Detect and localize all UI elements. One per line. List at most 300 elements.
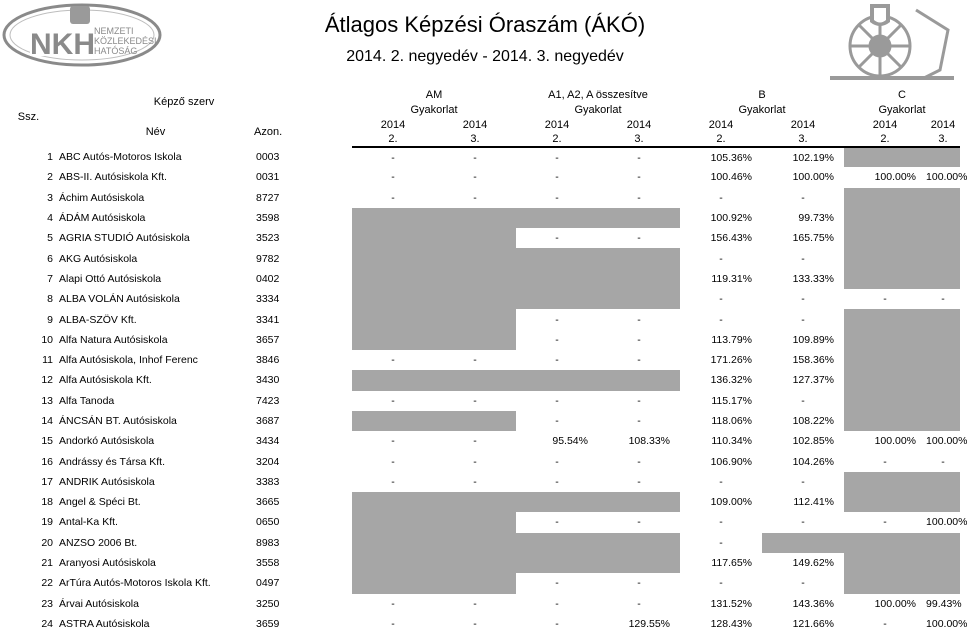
no-data-cell bbox=[352, 492, 434, 512]
value-cell: - bbox=[719, 577, 723, 590]
header-year: 2014 bbox=[708, 118, 734, 131]
no-data-cell bbox=[598, 533, 680, 553]
value-cell: - bbox=[473, 597, 477, 610]
header-sub-c: Gyakorlat bbox=[878, 103, 926, 116]
no-data-cell bbox=[844, 492, 926, 512]
value-cell: 118.06% bbox=[711, 415, 753, 427]
value-cell: - bbox=[883, 516, 887, 529]
logo-line-2: KÖZLEKEDÉSI bbox=[94, 36, 157, 46]
table-row bbox=[0, 512, 960, 532]
no-data-cell bbox=[926, 370, 960, 390]
value-cell: - bbox=[801, 191, 805, 204]
school-code: 3430 bbox=[256, 374, 280, 387]
value-cell: 102.85% bbox=[792, 435, 835, 448]
value-cell: - bbox=[391, 617, 395, 630]
school-code: 3250 bbox=[256, 597, 280, 610]
header-sub-a: Gyakorlat bbox=[574, 103, 622, 116]
school-code: 3434 bbox=[256, 435, 280, 448]
logo-mark: NKH bbox=[30, 28, 95, 61]
value-cell: 129.55% bbox=[628, 617, 671, 630]
school-code: 3657 bbox=[256, 333, 280, 346]
row-number: 8 bbox=[47, 293, 53, 306]
school-code: 3204 bbox=[256, 455, 280, 468]
value-cell: 100.92% bbox=[710, 212, 753, 225]
value-cell: - bbox=[637, 354, 641, 367]
value-cell: - bbox=[883, 617, 887, 630]
row-number: 2 bbox=[47, 171, 53, 184]
school-name: Andorkó Autósiskola bbox=[59, 435, 155, 448]
row-number: 18 bbox=[41, 496, 53, 509]
table-row bbox=[0, 188, 960, 208]
no-data-cell bbox=[926, 188, 960, 208]
row-number: 9 bbox=[47, 313, 53, 326]
no-data-cell bbox=[844, 208, 926, 228]
school-name: AGRIA STUDIÓ Autósiskola bbox=[59, 232, 190, 245]
no-data-cell bbox=[352, 228, 434, 248]
value-cell: - bbox=[391, 455, 395, 468]
no-data-cell bbox=[516, 208, 598, 228]
no-data-cell bbox=[844, 391, 926, 411]
no-data-cell bbox=[516, 289, 598, 309]
value-cell: 110.34% bbox=[711, 435, 753, 448]
page-title: Átlagos Képzési Óraszám (ÁKÓ) bbox=[324, 12, 646, 37]
table-row bbox=[0, 269, 960, 289]
value-cell: - bbox=[555, 333, 559, 346]
value-cell: - bbox=[637, 577, 641, 590]
value-cell: - bbox=[555, 354, 559, 367]
value-cell: 105.36% bbox=[710, 151, 753, 164]
value-cell: 119.31% bbox=[711, 272, 753, 285]
school-name: Andrássy és Társa Kft. bbox=[59, 455, 166, 468]
value-cell: - bbox=[637, 313, 641, 326]
no-data-cell bbox=[926, 411, 960, 431]
school-name: ALBA VOLÁN Autósiskola bbox=[59, 293, 180, 306]
no-data-cell bbox=[352, 553, 434, 573]
value-cell: - bbox=[473, 191, 477, 204]
nkh-logo bbox=[2, 2, 162, 68]
row-number: 20 bbox=[41, 536, 53, 549]
table-row bbox=[0, 492, 960, 512]
header-year: 2014 bbox=[790, 118, 816, 131]
no-data-cell bbox=[926, 573, 960, 593]
value-cell: 149.62% bbox=[792, 557, 835, 570]
value-cell: - bbox=[555, 191, 559, 204]
school-name: ÁDÁM Autósiskola bbox=[59, 212, 146, 225]
row-number: 16 bbox=[41, 455, 53, 468]
value-cell: 131.52% bbox=[710, 597, 753, 610]
no-data-cell bbox=[844, 573, 926, 593]
table-row bbox=[0, 330, 960, 350]
row-number: 24 bbox=[41, 617, 53, 630]
school-name: ASTRA Autósiskola bbox=[59, 617, 150, 630]
no-data-cell bbox=[516, 553, 598, 573]
no-data-cell bbox=[598, 248, 680, 268]
no-data-cell bbox=[516, 248, 598, 268]
no-data-cell bbox=[762, 533, 844, 553]
table-row bbox=[0, 167, 960, 187]
value-cell: - bbox=[555, 597, 559, 610]
value-cell: - bbox=[941, 293, 945, 306]
value-cell: - bbox=[883, 455, 887, 468]
school-code: 0003 bbox=[256, 151, 280, 164]
table-row bbox=[0, 614, 960, 634]
value-cell: 127.37% bbox=[792, 374, 835, 387]
school-code: 0497 bbox=[256, 577, 280, 590]
no-data-cell bbox=[516, 492, 598, 512]
school-name: Alapi Ottó Autósiskola bbox=[59, 272, 162, 285]
no-data-cell bbox=[516, 269, 598, 289]
no-data-cell bbox=[352, 512, 434, 532]
no-data-cell bbox=[434, 553, 516, 573]
no-data-cell bbox=[926, 391, 960, 411]
no-data-cell bbox=[598, 269, 680, 289]
value-cell: 104.26% bbox=[792, 455, 835, 468]
no-data-cell bbox=[598, 289, 680, 309]
value-cell: - bbox=[391, 191, 395, 204]
no-data-cell bbox=[844, 147, 926, 167]
header-ssz: Ssz. bbox=[17, 111, 40, 123]
value-cell: - bbox=[473, 435, 477, 448]
value-cell: 128.43% bbox=[710, 617, 753, 630]
header-quarter: 3. bbox=[926, 132, 960, 147]
school-code: 3334 bbox=[256, 293, 280, 306]
value-cell: - bbox=[555, 151, 559, 164]
table-row bbox=[0, 309, 960, 329]
value-cell: - bbox=[719, 475, 723, 488]
value-cell: 113.79% bbox=[711, 333, 753, 346]
table-row bbox=[0, 431, 960, 451]
header-year: 2014 bbox=[544, 118, 570, 131]
value-cell: 100.00% bbox=[874, 435, 917, 448]
no-data-cell bbox=[926, 248, 960, 268]
value-cell: 156.43% bbox=[710, 232, 753, 245]
value-cell: - bbox=[555, 394, 559, 407]
no-data-cell bbox=[926, 472, 960, 492]
header-sub-am: Gyakorlat bbox=[410, 103, 458, 116]
value-cell: - bbox=[391, 394, 395, 407]
school-name: ABS-II. Autósiskola Kft. bbox=[59, 171, 167, 184]
no-data-cell bbox=[926, 309, 960, 329]
value-cell: - bbox=[555, 313, 559, 326]
no-data-cell bbox=[434, 248, 516, 268]
row-number: 6 bbox=[47, 252, 53, 265]
coat-of-arms-emblem bbox=[830, 0, 954, 82]
value-cell: 100.00% bbox=[926, 617, 967, 630]
no-data-cell bbox=[598, 208, 680, 228]
no-data-cell bbox=[434, 492, 516, 512]
value-cell: 117.65% bbox=[711, 557, 753, 570]
value-cell: 99.43% bbox=[926, 597, 962, 610]
row-number: 5 bbox=[47, 232, 53, 245]
header-quarter: 2. bbox=[352, 132, 434, 147]
value-cell: - bbox=[719, 252, 723, 265]
value-cell: - bbox=[801, 577, 805, 590]
row-number: 7 bbox=[47, 272, 53, 285]
value-cell: 121.66% bbox=[792, 617, 835, 630]
no-data-cell bbox=[926, 269, 960, 289]
table-row bbox=[0, 451, 960, 471]
value-cell: - bbox=[941, 455, 945, 468]
value-cell: 115.17% bbox=[711, 394, 753, 407]
school-name: Áchim Autósiskola bbox=[59, 191, 145, 204]
value-cell: - bbox=[555, 475, 559, 488]
no-data-cell bbox=[844, 370, 926, 390]
header-quarter: 2. bbox=[516, 132, 598, 147]
school-name: Antal-Ka Kft. bbox=[59, 516, 118, 529]
value-cell: 158.36% bbox=[792, 354, 835, 367]
value-cell: - bbox=[391, 597, 395, 610]
value-cell: 102.19% bbox=[792, 151, 835, 164]
no-data-cell bbox=[844, 248, 926, 268]
school-code: 0031 bbox=[256, 171, 280, 184]
value-cell: 133.33% bbox=[792, 272, 835, 285]
value-cell: - bbox=[555, 516, 559, 529]
no-data-cell bbox=[352, 411, 434, 431]
school-name: Alfa Autósiskola Kft. bbox=[59, 374, 152, 387]
school-code: 7423 bbox=[256, 394, 280, 407]
no-data-cell bbox=[352, 208, 434, 228]
value-cell: - bbox=[801, 394, 805, 407]
value-cell: - bbox=[801, 252, 805, 265]
school-code: 8983 bbox=[256, 536, 280, 549]
no-data-cell bbox=[434, 512, 516, 532]
no-data-cell bbox=[844, 188, 926, 208]
value-cell: - bbox=[801, 293, 805, 306]
header-year: 2014 bbox=[872, 118, 898, 131]
no-data-cell bbox=[352, 309, 434, 329]
value-cell: 100.00% bbox=[926, 171, 967, 184]
no-data-cell bbox=[352, 533, 434, 553]
value-cell: - bbox=[391, 151, 395, 164]
no-data-cell bbox=[598, 553, 680, 573]
row-number: 23 bbox=[41, 597, 53, 610]
row-number: 22 bbox=[41, 577, 53, 590]
page-subtitle: 2014. 2. negyedév - 2014. 3. negyedév bbox=[346, 48, 624, 65]
table-row bbox=[0, 228, 960, 248]
value-cell: - bbox=[473, 475, 477, 488]
no-data-cell bbox=[844, 472, 926, 492]
header-quarter: 3. bbox=[598, 132, 680, 147]
header-kepzo-szerv: Képző szerv bbox=[153, 96, 215, 108]
school-code: 3687 bbox=[256, 415, 280, 427]
no-data-cell bbox=[926, 208, 960, 228]
logo-line-3: HATÓSÁG bbox=[94, 46, 138, 56]
no-data-cell bbox=[844, 330, 926, 350]
header-quarter: 3. bbox=[434, 132, 516, 147]
value-cell: 108.33% bbox=[628, 435, 671, 448]
row-number: 4 bbox=[47, 212, 53, 225]
header-year: 2014 bbox=[462, 118, 488, 131]
no-data-cell bbox=[844, 269, 926, 289]
value-cell: - bbox=[555, 171, 559, 184]
value-cell: - bbox=[637, 333, 641, 346]
no-data-cell bbox=[926, 330, 960, 350]
value-cell: 99.73% bbox=[798, 212, 835, 225]
table-row bbox=[0, 553, 960, 573]
school-code: 8727 bbox=[256, 191, 280, 204]
no-data-cell bbox=[844, 228, 926, 248]
table-row bbox=[0, 370, 960, 390]
school-name: Aranyosi Autósiskola bbox=[59, 557, 156, 570]
value-cell: 95.54% bbox=[552, 435, 588, 448]
no-data-cell bbox=[598, 492, 680, 512]
value-cell: - bbox=[883, 293, 887, 306]
school-code: 9782 bbox=[256, 252, 280, 265]
no-data-cell bbox=[844, 309, 926, 329]
school-name: Alfa Natura Autósiskola bbox=[59, 333, 168, 346]
school-code: 3523 bbox=[256, 232, 280, 245]
row-number: 19 bbox=[41, 516, 53, 529]
header-quarter: 2. bbox=[844, 132, 926, 147]
school-name: Árvai Autósiskola bbox=[59, 597, 139, 610]
table-row bbox=[0, 289, 960, 309]
table-row bbox=[0, 248, 960, 268]
logo-line-1: NEMZETI bbox=[94, 26, 134, 36]
no-data-cell bbox=[434, 411, 516, 431]
school-name: ÁNCSÁN BT. Autósiskola bbox=[59, 415, 177, 427]
value-cell: - bbox=[637, 597, 641, 610]
school-name: AKG Autósiskola bbox=[59, 252, 138, 265]
value-cell: - bbox=[391, 435, 395, 448]
ako-table bbox=[0, 87, 967, 634]
table-row bbox=[0, 411, 960, 431]
value-cell: - bbox=[719, 293, 723, 306]
header-cat-b: B bbox=[758, 88, 766, 101]
no-data-cell bbox=[352, 248, 434, 268]
no-data-cell bbox=[926, 492, 960, 512]
no-data-cell bbox=[598, 370, 680, 390]
no-data-cell bbox=[926, 533, 960, 553]
header-year: 2014 bbox=[626, 118, 652, 131]
school-name: Alfa Autósiskola, Inhof Ferenc bbox=[59, 354, 198, 367]
value-cell: - bbox=[637, 151, 641, 164]
row-number: 14 bbox=[41, 415, 53, 427]
school-code: 3659 bbox=[256, 617, 280, 630]
value-cell: 136.32% bbox=[710, 374, 753, 387]
header-year: 2014 bbox=[380, 118, 406, 131]
value-cell: - bbox=[555, 617, 559, 630]
value-cell: - bbox=[801, 313, 805, 326]
value-cell: - bbox=[473, 171, 477, 184]
header-azon: Azon. bbox=[254, 126, 283, 138]
no-data-cell bbox=[844, 553, 926, 573]
value-cell: - bbox=[637, 455, 641, 468]
header-quarter: 3. bbox=[762, 132, 844, 147]
value-cell: 106.90% bbox=[710, 455, 753, 468]
no-data-cell bbox=[926, 147, 960, 167]
no-data-cell bbox=[352, 370, 434, 390]
no-data-cell bbox=[434, 269, 516, 289]
school-code: 3598 bbox=[256, 212, 280, 225]
value-cell: - bbox=[473, 394, 477, 407]
no-data-cell bbox=[434, 370, 516, 390]
value-cell: 108.22% bbox=[792, 415, 835, 427]
value-cell: - bbox=[637, 394, 641, 407]
school-name: ALBA-SZÖV Kft. bbox=[59, 313, 137, 326]
value-cell: - bbox=[473, 617, 477, 630]
value-cell: - bbox=[637, 516, 641, 529]
value-cell: - bbox=[555, 415, 559, 427]
row-number: 1 bbox=[47, 151, 53, 164]
value-cell: - bbox=[473, 354, 477, 367]
school-name: ABC Autós-Motoros Iskola bbox=[59, 151, 182, 164]
header-cat-c: C bbox=[898, 88, 906, 101]
value-cell: - bbox=[801, 475, 805, 488]
no-data-cell bbox=[434, 208, 516, 228]
value-cell: - bbox=[473, 455, 477, 468]
no-data-cell bbox=[926, 553, 960, 573]
table-row bbox=[0, 533, 960, 553]
value-cell: - bbox=[637, 232, 641, 245]
value-cell: - bbox=[719, 191, 723, 204]
header-nev: Név bbox=[145, 126, 166, 138]
table-row bbox=[0, 208, 960, 228]
school-code: 3558 bbox=[256, 557, 280, 570]
row-number: 3 bbox=[47, 191, 53, 204]
school-name: Angel & Spéci Bt. bbox=[59, 496, 141, 509]
no-data-cell bbox=[844, 411, 926, 431]
table-row bbox=[0, 594, 960, 614]
header-cat-am: AM bbox=[425, 88, 443, 101]
header-year: 2014 bbox=[930, 118, 956, 131]
no-data-cell bbox=[352, 269, 434, 289]
no-data-cell bbox=[926, 350, 960, 370]
row-number: 17 bbox=[41, 475, 53, 488]
value-cell: - bbox=[719, 516, 723, 529]
value-cell: 165.75% bbox=[792, 232, 835, 245]
value-cell: - bbox=[637, 415, 641, 427]
value-cell: 143.36% bbox=[792, 597, 835, 610]
no-data-cell bbox=[844, 533, 926, 553]
no-data-cell bbox=[352, 573, 434, 593]
table-row bbox=[0, 573, 960, 593]
table-row bbox=[0, 147, 960, 167]
value-cell: - bbox=[555, 232, 559, 245]
value-cell: 100.46% bbox=[710, 171, 753, 184]
table-row bbox=[0, 350, 960, 370]
school-name: ANZSO 2006 Bt. bbox=[59, 536, 138, 549]
no-data-cell bbox=[434, 330, 516, 350]
no-data-cell bbox=[434, 228, 516, 248]
no-data-cell bbox=[352, 330, 434, 350]
value-cell: - bbox=[637, 191, 641, 204]
no-data-cell bbox=[434, 289, 516, 309]
value-cell: - bbox=[391, 354, 395, 367]
no-data-cell bbox=[352, 289, 434, 309]
school-code: 0650 bbox=[256, 516, 280, 529]
value-cell: 100.00% bbox=[874, 171, 917, 184]
no-data-cell bbox=[434, 309, 516, 329]
value-cell: - bbox=[719, 536, 723, 549]
value-cell: - bbox=[555, 577, 559, 590]
no-data-cell bbox=[434, 533, 516, 553]
school-code: 3383 bbox=[256, 475, 280, 488]
school-code: 3341 bbox=[256, 313, 280, 326]
row-number: 12 bbox=[41, 374, 53, 387]
value-cell: - bbox=[801, 516, 805, 529]
value-cell: - bbox=[637, 171, 641, 184]
no-data-cell bbox=[516, 370, 598, 390]
no-data-cell bbox=[516, 533, 598, 553]
row-number: 13 bbox=[41, 394, 53, 407]
table-row bbox=[0, 391, 960, 411]
value-cell: 109.00% bbox=[710, 496, 753, 509]
value-cell: 100.00% bbox=[926, 516, 967, 529]
row-number: 11 bbox=[42, 354, 53, 367]
header-sub-b: Gyakorlat bbox=[738, 103, 786, 116]
school-code: 0402 bbox=[256, 272, 280, 285]
no-data-cell bbox=[926, 228, 960, 248]
